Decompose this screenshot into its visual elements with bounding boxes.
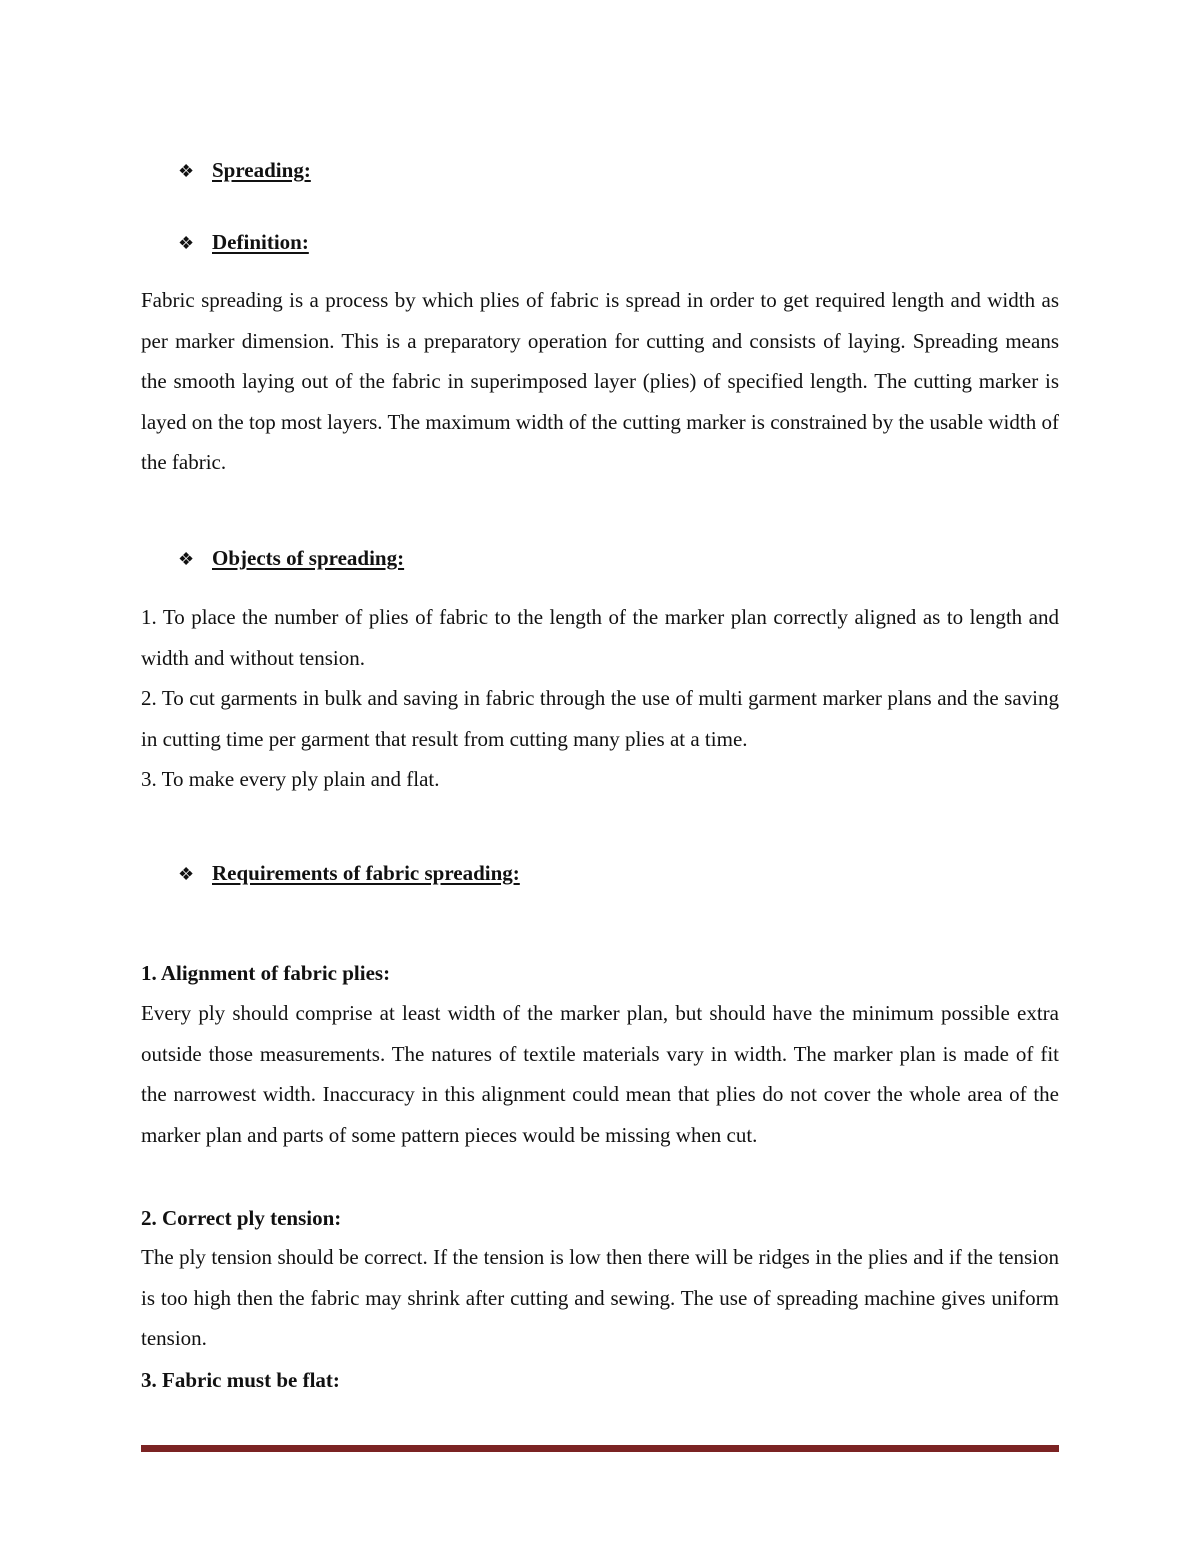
heading-definition — [178, 228, 309, 257]
requirement-title-3: 3. Fabric must be flat: — [141, 1368, 340, 1392]
heading-objects — [178, 544, 404, 573]
diamond-bullet-icon: ❖ — [178, 161, 195, 181]
heading-requirements — [178, 859, 520, 888]
objects-item-1: 1. To place the number of plies of fabric to the length of the marker plan correctly aligned as to length and width and without tension. — [141, 605, 1059, 670]
diamond-bullet-icon: ❖ — [178, 233, 195, 253]
requirement-title-2: 2. Correct ply tension: — [141, 1206, 342, 1230]
footer-rule — [141, 1445, 1059, 1452]
requirement-text-2: The ply tension should be correct. If the tension is low then there will be ridges in the plies and if the tension is too high then the fabric may shrink after cutting and sewing. The use of spreading machine gives uniform tension. — [141, 1245, 1059, 1351]
heading-objects-text: Objects of spreading: — [212, 546, 405, 570]
requirement-text-1: Every ply should comprise at least width of the marker plan, but should have the minimum possible extra outside those measurements. The natures of textile materials vary in width. The marker plan is made of fit the narrowest width. Inaccuracy in this alignment could mean that plies do not cover the whole area of the marker plan and parts of some pattern pieces would be missing when cut. — [141, 1001, 1059, 1147]
requirement-title-1: 1. Alignment of fabric plies: — [141, 961, 391, 985]
heading-definition-text: Definition: — [212, 230, 309, 254]
objects-item-2: 2. To cut garments in bulk and saving in fabric through the use of multi garment marker plans and the saving in cutting time per garment that result from cutting many plies at a time. — [141, 686, 1059, 751]
heading-spreading — [178, 156, 311, 185]
heading-requirements-text: Requirements of fabric spreading: — [212, 861, 520, 885]
definition-paragraph: Fabric spreading is a process by which plies of fabric is spread in order to get required length and width as per marker dimension. This is a preparatory operation for cutting and consists of laying. Spreading means the smooth laying out of the fabric in superimposed layer (plies) of specified length. The cutting marker is layed on the top most layers. The maximum width of the cutting marker is constrained by the usable width of the fabric. — [141, 288, 1059, 475]
heading-spreading-text: Spreading: — [212, 158, 311, 182]
objects-item-3: 3. To make every ply plain and flat. — [141, 767, 440, 791]
diamond-bullet-icon: ❖ — [178, 549, 195, 569]
diamond-bullet-icon: ❖ — [178, 864, 195, 884]
